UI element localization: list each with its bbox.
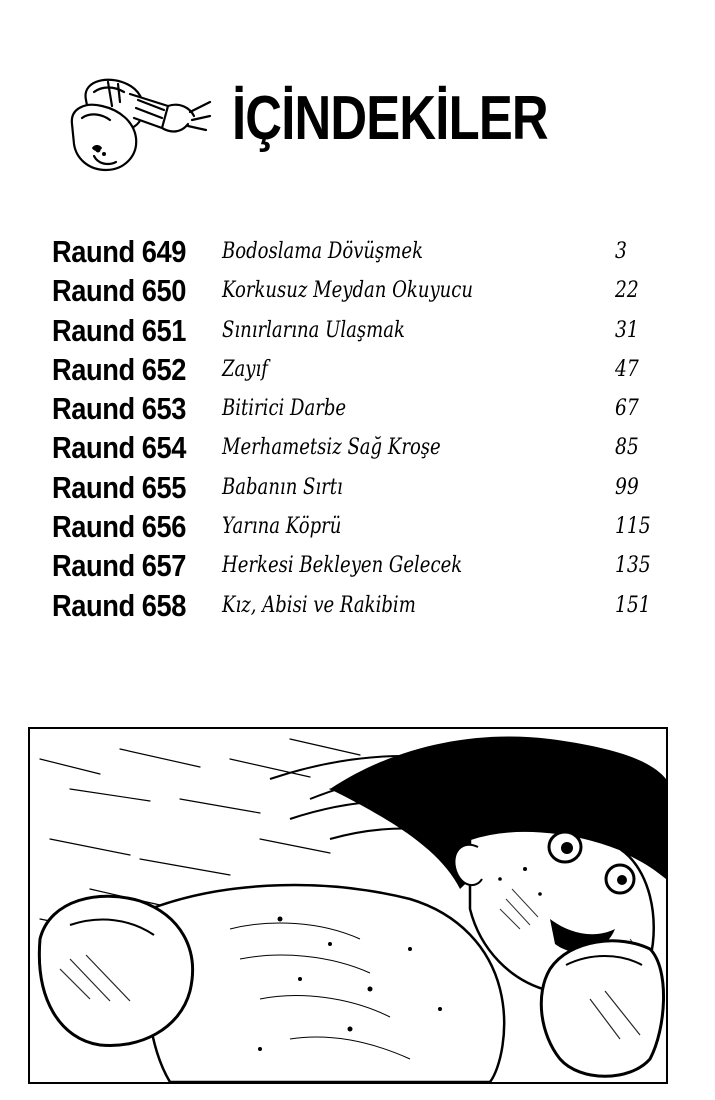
round-number: Raund 651: [52, 312, 187, 348]
round-number: Raund 650: [52, 273, 187, 309]
toc-row: [52, 389, 682, 428]
page-number: 99: [615, 474, 639, 500]
toc-row: [52, 507, 682, 546]
round-number: Raund 653: [52, 391, 187, 427]
page-number: 151: [615, 592, 651, 618]
table-of-contents: [52, 232, 682, 625]
page-number: 47: [615, 356, 639, 382]
toc-row: [52, 271, 682, 310]
toc-row: [52, 311, 682, 350]
chapter-title: Bitirici Darbe: [222, 396, 347, 422]
chapter-title: Zayıf: [222, 356, 268, 382]
round-number: Raund 656: [52, 509, 187, 545]
toc-row: [52, 428, 682, 467]
round-number: Raund 654: [52, 430, 187, 466]
chapter-title: Yarına Köprü: [222, 514, 342, 540]
chapter-title: Bodoslama Dövüşmek: [222, 239, 424, 264]
round-number: Raund 655: [52, 469, 187, 505]
page-number: 85: [615, 435, 639, 461]
page-number: 67: [615, 396, 639, 422]
toc-row: [52, 546, 682, 585]
page-number: 31: [615, 317, 639, 343]
chapter-title: Korkusuz Meydan Okuyucu: [222, 278, 474, 304]
page-title: İÇİNDEKİLER: [232, 84, 548, 153]
toc-row: [52, 350, 682, 389]
round-number: Raund 658: [52, 587, 187, 623]
boxer-punch-illustration: [30, 729, 666, 1082]
toc-row: [52, 468, 682, 507]
chapter-title: Kız, Abisi ve Rakibim: [222, 592, 416, 618]
round-number: Raund 649: [52, 234, 187, 269]
page-number: 3: [615, 239, 627, 264]
manga-illustration-panel: [28, 727, 668, 1084]
toc-row: [52, 232, 682, 271]
chapter-title: Herkesi Bekleyen Gelecek: [222, 553, 463, 579]
page-number: 135: [615, 553, 651, 579]
chapter-title: Merhametsiz Sağ Kroşe: [222, 435, 441, 461]
round-number: Raund 652: [52, 351, 187, 387]
round-number: Raund 657: [52, 548, 187, 584]
chapter-title: Babanın Sırtı: [222, 474, 343, 500]
page-number: 115: [615, 514, 651, 540]
chapter-title: Sınırlarına Ulaşmak: [222, 317, 405, 343]
toc-row: [52, 586, 682, 625]
boxing-gloves-icon: [64, 72, 214, 177]
page-number: 22: [615, 278, 639, 304]
